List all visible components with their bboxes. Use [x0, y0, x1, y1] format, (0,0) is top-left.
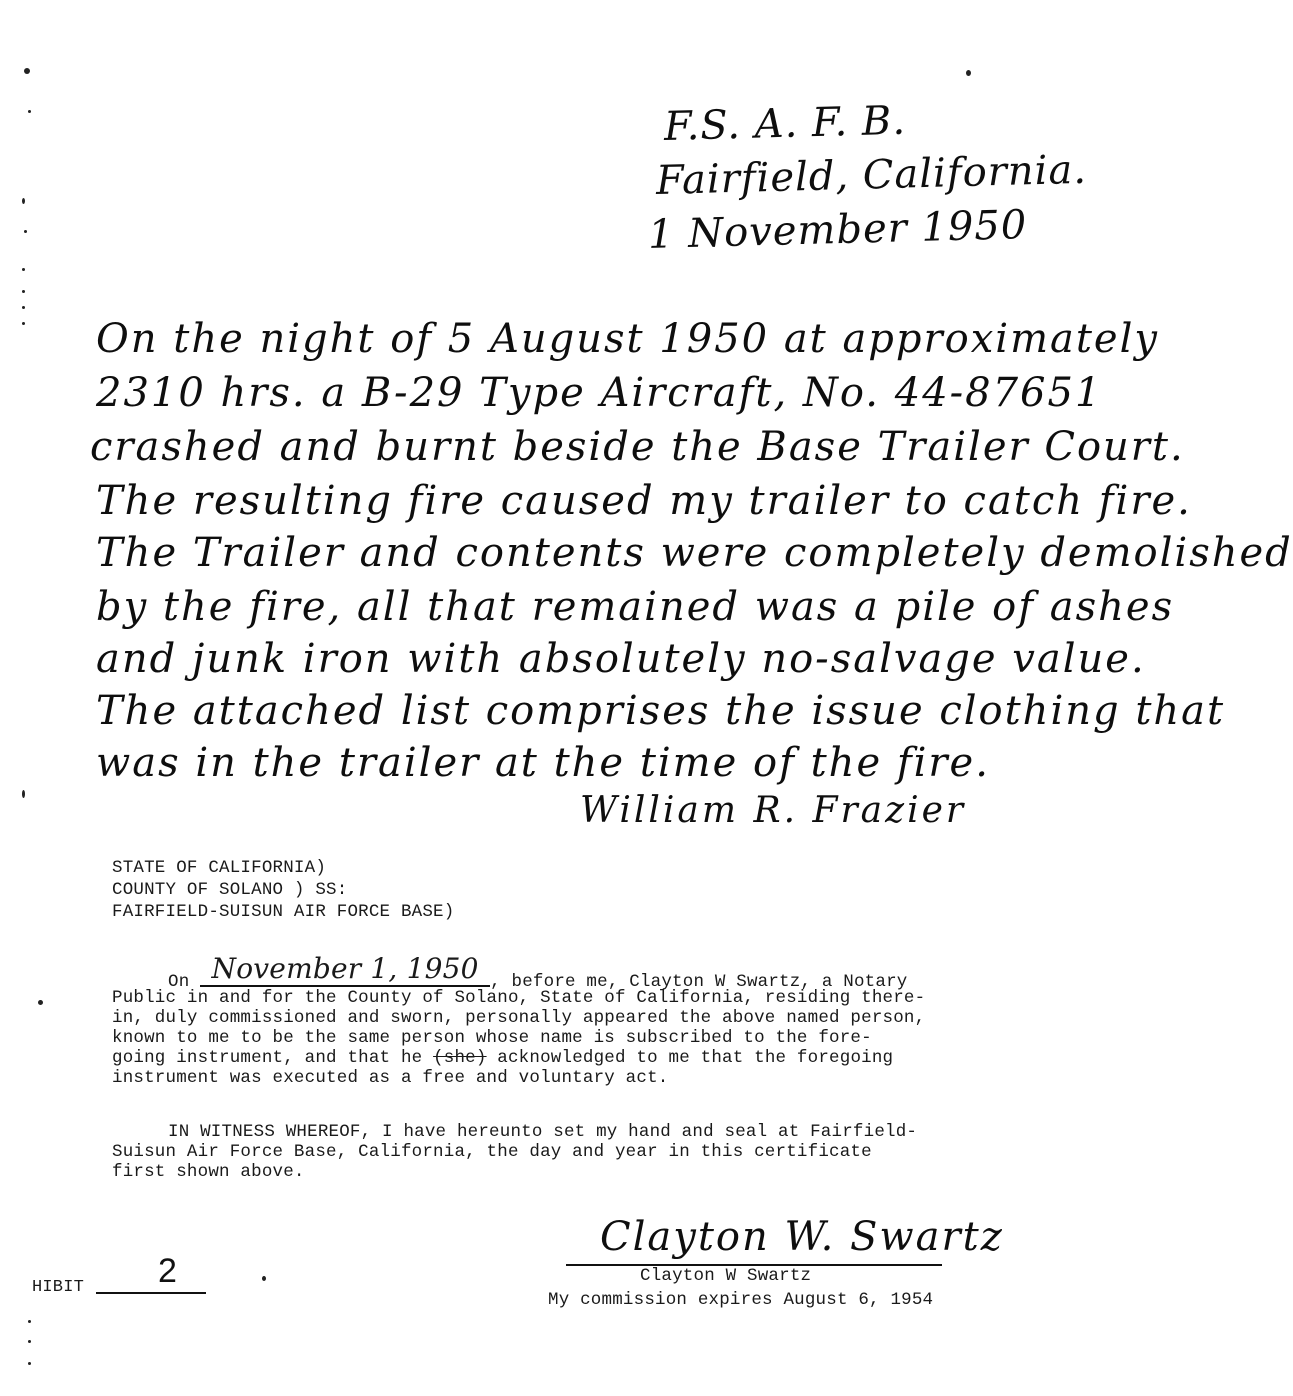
notary-signature: Clayton W. Swartz [600, 1214, 1004, 1260]
margin-speck [22, 306, 25, 309]
statement-line-9: was in the trailer at the time of the fire. [96, 740, 990, 786]
venue-state: STATE OF CALIFORNIA) [112, 858, 327, 878]
witness-line-2: Suisun Air Force Base, California, the day and year in this certificate [112, 1142, 872, 1162]
header-date-line: 1 November 1950 [647, 202, 1028, 258]
exhibit-number: 2 [158, 1252, 177, 1290]
notary-line-5-a: going instrument, and that he [112, 1048, 423, 1068]
affiant-signature: William R. Frazier [580, 790, 967, 831]
notary-line-5 [112, 1048, 893, 1068]
notary-typed-name: Clayton W Swartz [640, 1266, 812, 1286]
struck-pronoun: (she) [433, 1048, 487, 1068]
statement-line-8: The attached list comprises the issue clothing that [96, 688, 1226, 734]
notary-commission: My commission expires August 6, 1954 [548, 1290, 934, 1310]
venue-base: FAIRFIELD-SUISUN AIR FORCE BASE) [112, 902, 455, 922]
venue-county: COUNTY OF SOLANO ) SS: [112, 880, 348, 900]
margin-speck [24, 68, 30, 74]
notary-date-handwritten: November 1, 1950 [200, 952, 490, 987]
margin-speck [28, 110, 31, 113]
margin-speck [22, 268, 25, 271]
margin-speck [22, 198, 25, 204]
margin-speck [28, 1362, 31, 1365]
margin-speck [22, 790, 25, 798]
margin-speck [24, 230, 27, 233]
statement-line-4: The resulting fire caused my trailer to catch fire. [96, 478, 1192, 524]
notary-line-5-b: acknowledged to me that the foregoing [497, 1048, 894, 1068]
statement-line-2: 2310 hrs. a B-29 Type Aircraft, No. 44-87651 [96, 370, 1103, 416]
header-location-line: Fairfield, California. [655, 146, 1088, 204]
margin-speck [28, 1340, 31, 1343]
margin-speck [22, 290, 25, 293]
notary-line-6: instrument was executed as a free and voluntary act. [112, 1068, 669, 1088]
statement-line-5: The Trailer and contents were completely demolished [96, 530, 1293, 576]
notary-line-2: Public in and for the County of Solano, State of California, residing there- [112, 988, 926, 1008]
exhibit-underline [96, 1292, 206, 1294]
notary-line-3: in, duly commissioned and sworn, personally appeared the above named person, [112, 1008, 926, 1028]
witness-line-1: IN WITNESS WHEREOF, I have hereunto set my hand and seal at Fairfield- [168, 1122, 918, 1142]
header-base-line: F.S. A. F. B. [663, 97, 907, 150]
margin-speck [38, 1000, 43, 1005]
exhibit-label: HIBIT [32, 1278, 85, 1297]
statement-line-6: by the fire, all that remained was a pile of ashes [96, 584, 1175, 630]
margin-speck [262, 1276, 266, 1281]
statement-line-1: On the night of 5 August 1950 at approximately [96, 316, 1159, 362]
margin-speck [966, 70, 971, 76]
statement-line-7: and junk iron with absolutely no-salvage value. [96, 636, 1146, 682]
statement-line-3: crashed and burnt beside the Base Trailer Court. [90, 424, 1185, 470]
notary-line-4: known to me to be the same person whose name is subscribed to the fore- [112, 1028, 872, 1048]
notary-line-1-rest: , before me, Clayton W Swartz, a Notary [490, 972, 908, 992]
notary-on-prefix: On [168, 972, 190, 992]
margin-speck [28, 1320, 31, 1323]
margin-speck [22, 322, 25, 325]
witness-line-3: first shown above. [112, 1162, 305, 1182]
